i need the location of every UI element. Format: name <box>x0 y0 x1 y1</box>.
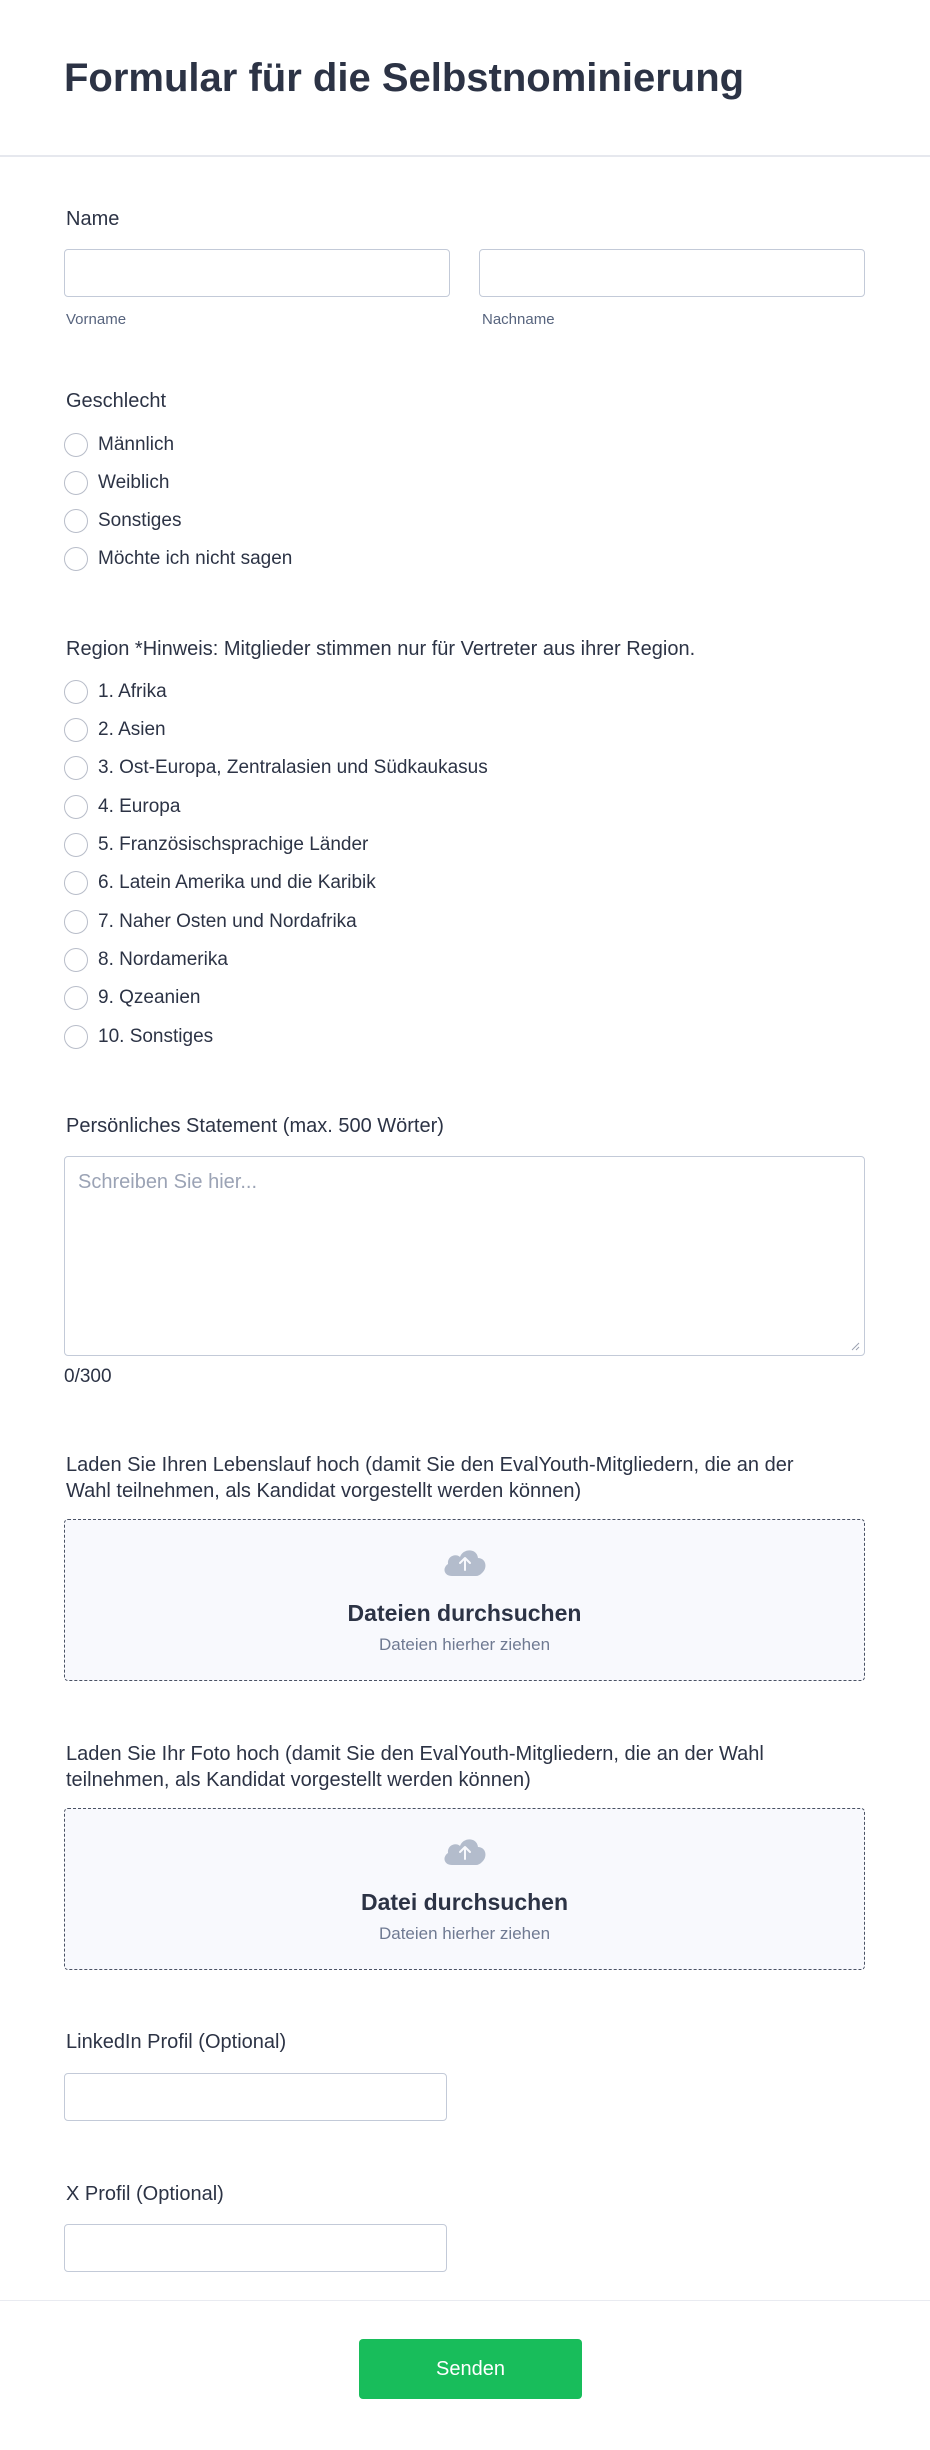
cv-upload-label-line1: Laden Sie Ihren Lebenslauf hoch (damit Sie den EvalYouth-Mitgliedern, die an der <box>66 1454 794 1476</box>
option-label: 7. Naher Osten und Nordafrika <box>98 911 357 932</box>
radio-button[interactable] <box>64 756 88 780</box>
region-option[interactable] <box>64 984 200 1012</box>
photo-upload-dropzone[interactable] <box>64 1808 865 1970</box>
linkedin-label: LinkedIn Profil (Optional) <box>66 2031 287 2053</box>
resize-handle-icon[interactable] <box>850 1341 860 1351</box>
region-option[interactable] <box>64 946 228 974</box>
radio-button[interactable] <box>64 910 88 934</box>
first-name-input[interactable] <box>64 249 450 297</box>
x-profile-label: X Profil (Optional) <box>66 2183 224 2205</box>
footer-divider <box>0 2300 930 2301</box>
region-option[interactable] <box>64 793 180 821</box>
region-option[interactable] <box>64 1023 213 1051</box>
cloud-upload-icon <box>440 1542 490 1582</box>
option-label: 4. Europa <box>98 796 181 817</box>
radio-button[interactable] <box>64 718 88 742</box>
gender-option-male[interactable] <box>64 431 174 459</box>
cloud-upload-icon <box>440 1831 490 1871</box>
radio-button[interactable] <box>64 680 88 704</box>
region-option[interactable] <box>64 716 166 744</box>
cv-upload-label <box>66 1452 794 1504</box>
gender-option-female[interactable] <box>64 469 169 497</box>
radio-button[interactable] <box>64 871 88 895</box>
gender-label: Geschlecht <box>66 390 167 412</box>
radio-button[interactable] <box>64 471 88 495</box>
option-label: 6. Latein Amerika und die Karibik <box>98 872 376 893</box>
option-label: 3. Ost-Europa, Zentralasien und Südkaukasus <box>98 757 488 778</box>
x-profile-input[interactable] <box>64 2224 447 2272</box>
word-counter: 0/300 <box>64 1366 112 1387</box>
radio-button[interactable] <box>64 833 88 857</box>
form-header <box>0 0 930 157</box>
statement-textarea[interactable] <box>64 1156 865 1356</box>
gender-option-no-answer[interactable] <box>64 545 292 573</box>
radio-button[interactable] <box>64 948 88 972</box>
radio-button[interactable] <box>64 433 88 457</box>
browse-file-button[interactable]: Datei durchsuchen <box>360 1889 569 1915</box>
radio-button[interactable] <box>64 509 88 533</box>
option-label: 2. Asien <box>98 719 166 740</box>
linkedin-input[interactable] <box>64 2073 447 2121</box>
option-label: 8. Nordamerika <box>98 949 228 970</box>
statement-placeholder: Schreiben Sie hier... <box>78 1171 257 1193</box>
region-label: Region *Hinweis: Mitglieder stimmen nur für Vertreter aus ihrer Region. <box>66 638 696 660</box>
option-label: 10. Sonstiges <box>98 1026 214 1047</box>
option-label: Möchte ich nicht sagen <box>98 548 293 569</box>
region-option[interactable] <box>64 831 368 859</box>
radio-button[interactable] <box>64 1025 88 1049</box>
option-label: Männlich <box>98 434 175 455</box>
photo-upload-label <box>66 1741 764 1793</box>
first-name-sublabel: Vorname <box>66 311 127 328</box>
option-label: 1. Afrika <box>98 681 167 702</box>
drag-hint: Dateien hierher ziehen <box>378 1924 551 1943</box>
drag-hint: Dateien hierher ziehen <box>378 1635 551 1654</box>
page-title: Formular für die Selbstnominierung <box>64 56 745 100</box>
radio-button[interactable] <box>64 547 88 571</box>
submit-button[interactable]: Senden <box>359 2339 582 2399</box>
last-name-input[interactable] <box>479 249 865 297</box>
cv-upload-label-line2: Wahl teilnehmen, als Kandidat vorgestellt werden können) <box>66 1480 582 1502</box>
browse-files-button[interactable]: Dateien durchsuchen <box>347 1600 582 1626</box>
radio-button[interactable] <box>64 986 88 1010</box>
option-label: 5. Französischsprachige Länder <box>98 834 369 855</box>
region-option[interactable] <box>64 908 357 936</box>
statement-label: Persönliches Statement (max. 500 Wörter) <box>66 1115 444 1137</box>
name-label: Name <box>66 208 120 230</box>
radio-button[interactable] <box>64 795 88 819</box>
photo-upload-label-line1: Laden Sie Ihr Foto hoch (damit Sie den EvalYouth-Mitgliedern, die an der Wahl <box>66 1743 764 1765</box>
option-label: Weiblich <box>98 472 170 493</box>
region-option[interactable] <box>64 678 167 706</box>
region-option[interactable] <box>64 754 488 782</box>
photo-upload-label-line2: teilnehmen, als Kandidat vorgestellt werden können) <box>66 1769 531 1791</box>
gender-option-other[interactable] <box>64 507 181 535</box>
cv-upload-dropzone[interactable] <box>64 1519 865 1681</box>
region-option[interactable] <box>64 869 376 897</box>
option-label: Sonstiges <box>98 510 182 531</box>
option-label: 9. Qzeanien <box>98 987 201 1008</box>
last-name-sublabel: Nachname <box>482 311 555 328</box>
